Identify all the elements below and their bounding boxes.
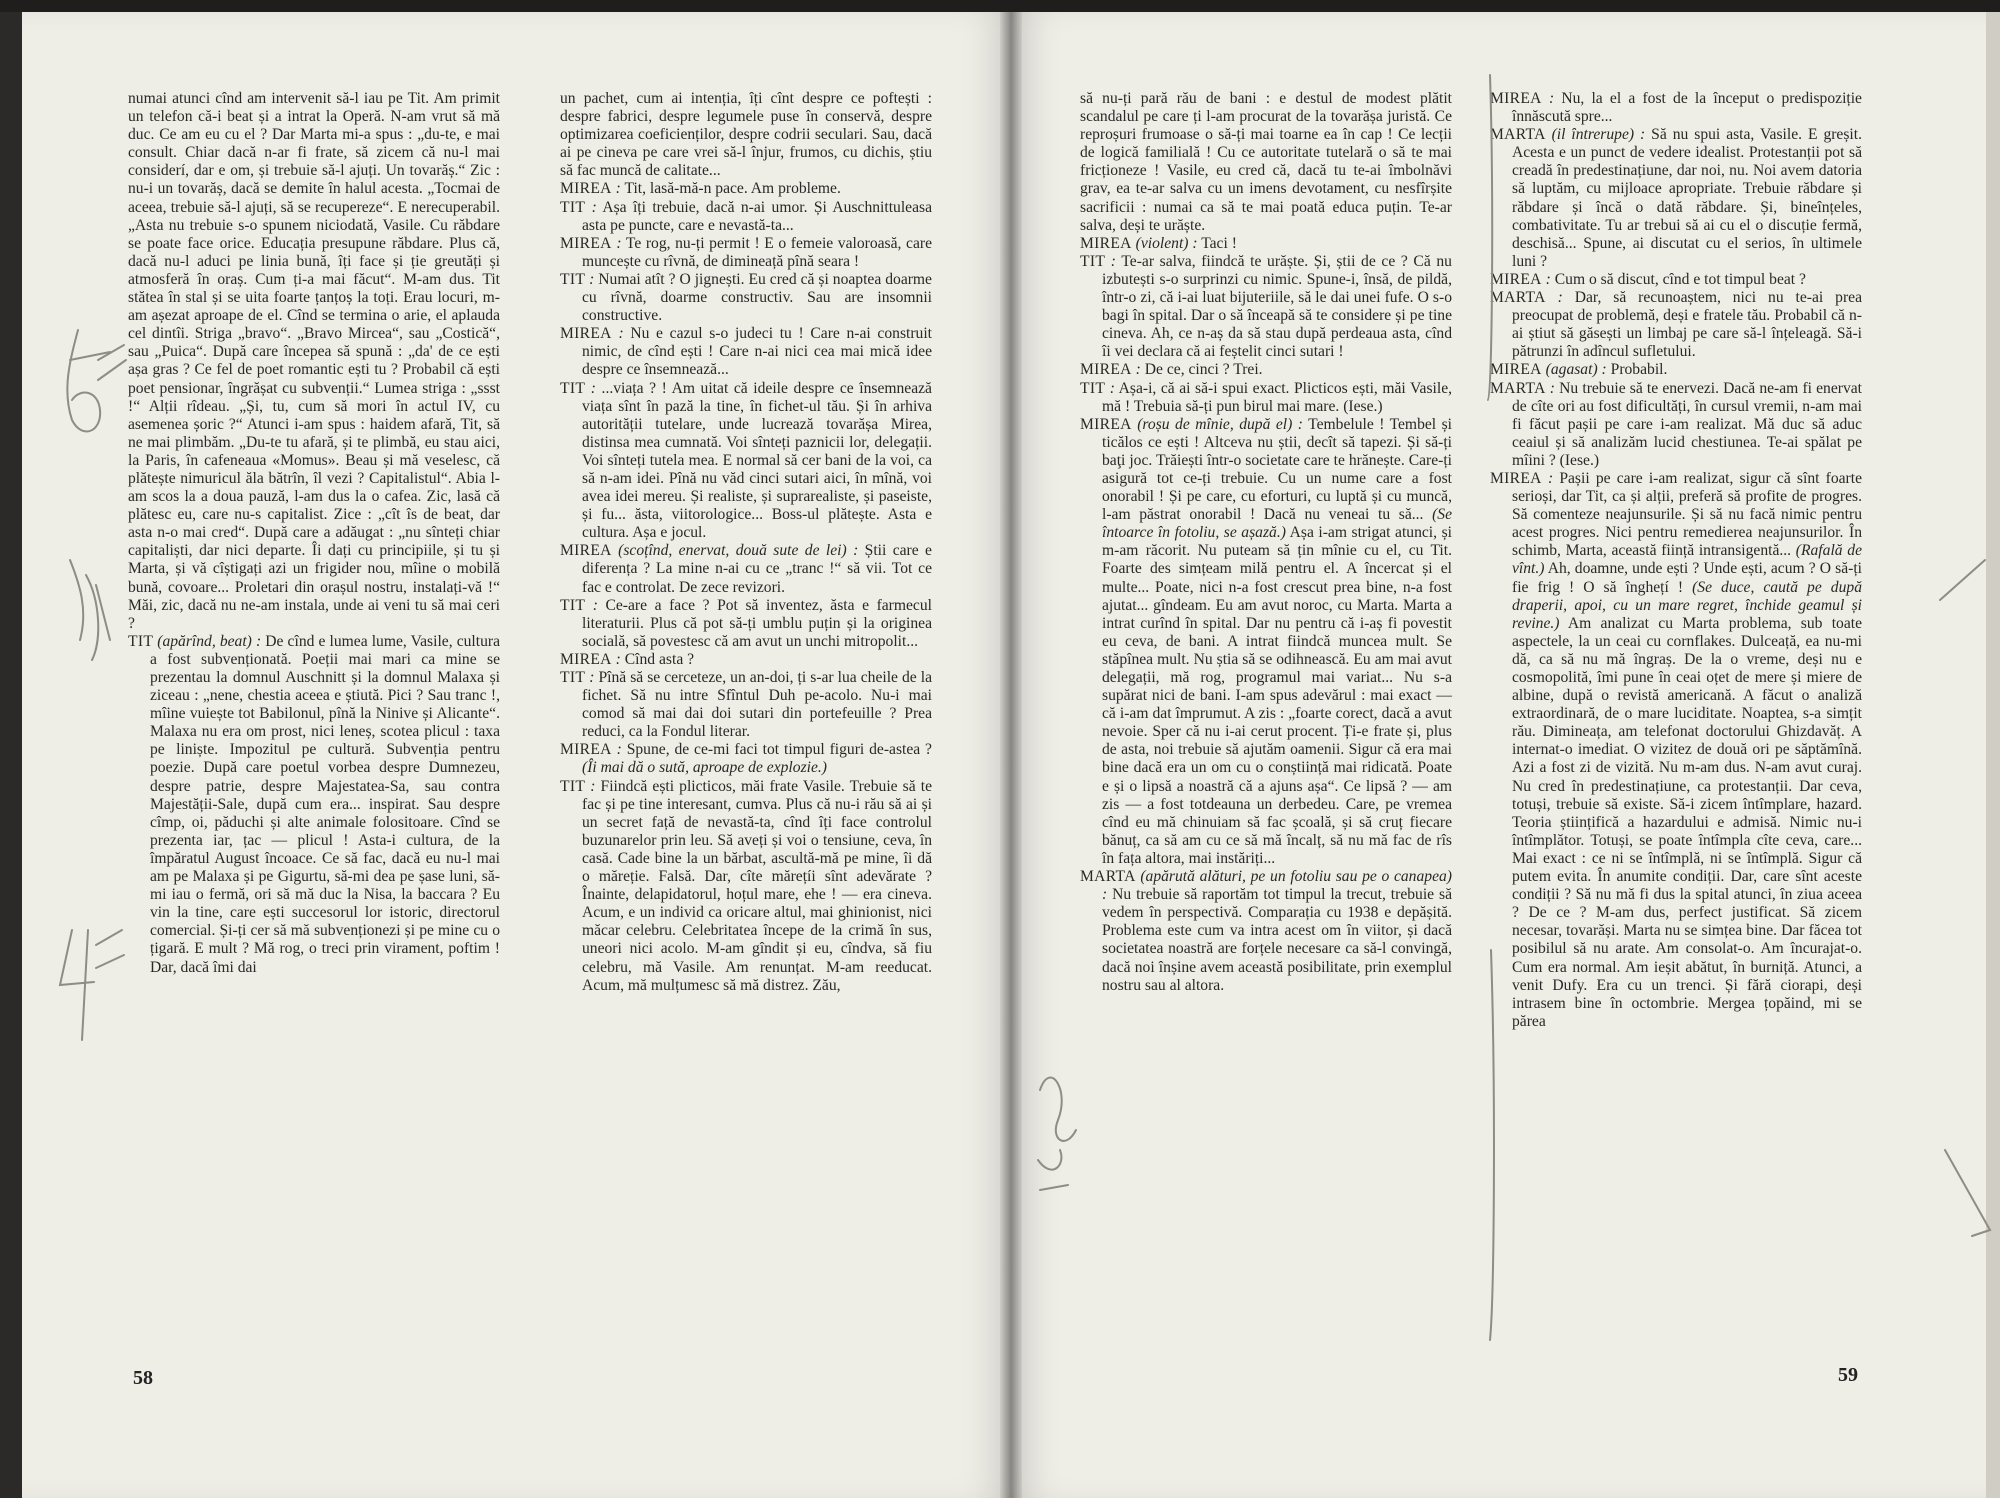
speaker-name: MARTA <box>1490 126 1546 144</box>
speaker-name: MARTA <box>1490 289 1546 307</box>
paragraph: un pachet, cum ai intenția, îți cînt despre ce poftești : despre fabrici, despre legumele puse în conservă, despre optimizarea coeficienților, despre codrii seculari. Sau, dacă ai pe cineva pe care vrei să-l înjur, frumos, cu dichis, știu să fac muncă de calitate... <box>560 90 932 180</box>
speech-text: Pașii pe care i-am realizat, sigur că sînt foarte serioși, dar Tit, ca și alții, preferă să profite de progres. Să comenteze neajunsurile. Și să nu facă nimic pentru acest progres. Nici pentru remedierea neajunsurilor. În schimb, Marta, această ființă intransigentă... <box>1512 469 1862 560</box>
speaker-name: MIREA <box>1490 90 1542 107</box>
speaker-name: MIREA <box>1490 361 1542 379</box>
speech-text: Pînă să se cerceteze, un an-doi, ți s-ar lua cheile de la fichet. Să nu intre Sfîntul Duh pe-acolo. Nu-i mai comod să mai dai doi sutari din portefeuille ? Prea reduci, ca la Fondul literar. <box>582 669 933 741</box>
speech-text: Tit, lasă-mă-n pace. Am probleme. <box>624 180 841 198</box>
stage-direction: : <box>616 741 622 759</box>
stage-direction: (apărută alături, pe un fotoliu sau pe o canapea) : <box>1102 868 1452 904</box>
stage-direction: (scoțînd, enervat, două sute de lei) : <box>618 542 859 560</box>
stage-direction: : <box>590 777 596 795</box>
speaker-name: MIREA <box>560 180 612 198</box>
stage-direction: : <box>590 379 596 397</box>
speech-text: Numai atît ? O jignești. Eu cred că și noaptea doarme cu rîvnă, doarme constructiv. Sau are insomnii constructive. <box>582 270 932 325</box>
speaker-name: MIREA <box>1080 234 1132 252</box>
speech-text: Tembelule ! Tembel și ticălos ce ești ! Altceva nu știi, decît să tapezi. Și să-ți baţi joc. Trăiești într-o societate care te hrănește. Care-ți asigură tot ce-ți trebuie. Cu un nume care a fost onorabil ! Și pe care, cu eforturi, cu luptă și cu muncă, l-am păstrat onorabil ! Dacă nu veneai tu să... <box>1102 415 1452 524</box>
speech-block <box>560 180 932 198</box>
speech-text: De cînd e lumea lume, Vasile, cultura a fost subvenționată. Poeții mai mari ca mine se prezentau la domnul Auschnitt și la domnul Malaxa și ziceau : „nene, chestia aceea e știută. Pici ? Sau tranc !, mîine vuiește tot Babilonul, pînă la Ninive și Alicante“. Malaxa nu era om prost, nici leneș, scotea plicul : taxa pe liniște. Impozitul pe cultură. Subvenția pentru poezie. După care poetul vorbea despre Dumnezeu, despre patrie, despre Majestatea-Sa, sau contra Majestății-Sale, după cum era... inspirat. Sau despre cîmp, oi, păduchi și alte animale folositoare. Cînd se prezenta iar, țac — plicul ! Asta-i cultura, de la împăratul August încoace. Ce să fac, dacă eu nu-l mai am pe Malaxa și pe Gigurtu, să-mi dea pe șase luni, să-mi iau o fermă, ori să mă duc la Nisa, la baccara ? Eu vin la tine, care ești succesorul lor istoric, directorul comercial. Și-ți cer să mă subvenționezi și pe mine cu o țigară. E mult ? Mă rog, o treci prin virament, poftim ! Dar, dacă îmi dai <box>150 632 501 976</box>
speech-text: Spune, de ce-mi faci tot timpul figuri de-astea ? <box>626 741 932 759</box>
speech-block <box>560 741 932 777</box>
stage-direction: : <box>589 669 595 686</box>
left-page-column-1 <box>128 90 500 977</box>
speaker-name: MIREA <box>560 650 612 668</box>
book-gutter <box>1000 12 1022 1498</box>
speaker-name: MIREA <box>1490 469 1542 487</box>
speaker-name: MIREA <box>1490 270 1542 288</box>
speech-text: De ce, cinci ? Trei. <box>1144 361 1263 379</box>
stage-direction: : <box>1109 379 1115 397</box>
speech-text: Fiindcă ești plicticos, măi frate Vasile. Trebuie să te fac și pe tine interesant, cumva. Plus că nu-i rău să ai și un secret față de nevastă-ta, cînd îți face controlul buzunarelor prin leu. Să aveți și voi o tensiune, ceva, în casă. Cade bine la un bărbat, ascultă-mă pe mine, îi dă o măreție. Falsă. Dar, cîte mărețíi sînt adevărate ? Înainte, delapidatorul, hoțul mare, ehe ! — era cineva. Acum, e un individ ca oricare altul, mai ghinionist, nici măcar celebru. Celebritatea începe de la crimă în sus, uneori nici acolo. M-am gîndit și eu, cîndva, să fiu celebru, mă Vasile. Am renunțat. M-am reeducat. Acum, mă mulțumesc să mă distrez. Zău, <box>582 777 932 994</box>
speech-text: Așa i-am strigat atunci, și m-am răcorit. Nu puteam să țin mînie cu el, cu Tit. Foarte des simțeam milă pentru el. A încercat și el multe... Poate, nici n-a fost crescut prea bine, n-a fost ajutat... gîndeam. Eu am avut noroc, cu Marta. Marta a intrat curînd în spital. Dar nu pentru că i-aș fi povestit eu ceva, de bani. A intrat fiindcă muncea mult. Se stăpînea mult. Nu știa să se odihnească. Eu am mai avut delegații, mă rog, programul mai variat... Nu s-a supărat nici de bani. I-am spus adevărul : mai exact — că i-am dat împrumut. A zis : „foarte corect, dacă a avut nevoie. Sper că nu i-ai cerut procent. Ți-e frate și, plus de asta, noi trebuie să ajutăm oamenii. Sigur că era mai bine dacă era un om cu o conștiință mai ridicată. Poate e și o lipsă a noastră că a ajuns așa“. Ce lipsă ? — am zis — a fost totdeauna un derbedeu. Care, pe vremea cînd eu mă chinuiam să fac școală, și să cruț fiecare bănuț, ca să am cu ce să mă încalț, să nu mă fac de rîs în fața altora, mai instăriți... <box>1102 524 1452 867</box>
speech-block <box>560 669 932 741</box>
stage-direction: (agasat) : <box>1545 361 1607 379</box>
speech-block <box>560 651 932 669</box>
scanner-top-edge <box>0 0 2000 12</box>
stage-direction: : <box>1557 289 1563 307</box>
stage-direction: : <box>1547 469 1554 487</box>
page-edge-right <box>1986 12 2000 1498</box>
speech-text: Te-ar salva, fiindcă te urăște. Și, știi de ce ? Că nu izbutești s-o surprinzi cu nimic. Spune-i, însă, de pildă, într-o zi, că i-ai luat bijuteriile, să le dai unei fufe. O s-o bagi în spital. Dar o să înceapă să te considere și pe tine cineva. Ah, ce n-aș da să stau după perdeaua asta, cînd îi vei declara că ai feștelit cinci sutari ! <box>1102 252 1452 361</box>
stage-direction: : <box>1110 252 1116 270</box>
speech-block <box>1080 416 1452 868</box>
speech-text: Nu, la el a fost de la început o predispoziție înnăscută spre... <box>1512 90 1862 126</box>
speech-text: Te rog, nu-ți permit ! E o femeie valoroasă, care muncește cu rîvnă, de dimineață pînă seara ! <box>582 234 933 270</box>
speech-block <box>128 633 500 977</box>
speech-block <box>560 380 932 543</box>
speaker-name: TIT <box>560 669 586 686</box>
speech-text: Ce-are a face ? Pot să inventez, ăsta e farmecul literaturii. Plus că pot să-ți umblu puțin și la originea socială, să povestesc că am avut un unchi mitropolit... <box>582 596 932 650</box>
stage-direction: : <box>589 270 595 288</box>
speaker-name: TIT <box>560 379 586 397</box>
right-page-column-2 <box>1490 90 1862 1031</box>
left-page-column-2 <box>560 90 932 995</box>
speech-block <box>1080 361 1452 379</box>
speech-block <box>1490 271 1862 289</box>
speaker-name: MIREA <box>560 741 612 759</box>
speech-block <box>1080 868 1452 995</box>
speech-text: Taci ! <box>1201 234 1237 252</box>
stage-direction: : <box>1548 90 1555 107</box>
speech-block <box>560 235 932 271</box>
speech-block <box>1080 380 1452 416</box>
speech-text: ...viața ? ! Am uitat că ideile despre ce însemnează viața sînt în pază la tine, în fichet-ul tău. Și în arhiva autorității tutelare, unde lucrează tovarășa Mirea, distinsa mea cumnată. Voi sînteți paznicii lor, delegații. Voi sînteți tutela mea. E normal să cer bani de la voi, ca să n-am idei. Pînă nu văd cinci sutari aici, în mînă, voi avea idei mereu. Și realiste, și suprarealiste, și paseiste, și fu... ăsta, viitorologice... Boss-ul plătește. Asta e cultura. Așa e jocul. <box>582 379 932 542</box>
speaker-name: TIT <box>560 270 586 288</box>
stage-direction: (violent) : <box>1135 234 1198 252</box>
speech-block <box>560 542 932 596</box>
page-number-left: 58 <box>133 1367 153 1389</box>
right-page-column-1 <box>1080 90 1452 995</box>
speech-text: Cum o să discut, cînd e tot timpul beat ? <box>1554 270 1806 288</box>
speech-text: Cînd asta ? <box>624 650 695 668</box>
speech-block <box>1080 253 1452 362</box>
paragraph: să nu-ți pară rău de bani : e destul de modest plătit scandalul pe care ți l-am procurat de la tovarășa juristă. Ce reproșuri frumoase o să-ți mai toarne ea în cap ! Ce lecții de logică familială ! Cu ce autoritate tutelară o să te mai fricționeze ! Vasile, eu cred că, dacă tu te-ai îmbolnăvi grav, ea te-ar salva cu un imens devotament, cu nesfîrșite sacrificii : numai ca să te mai poată educa puțin. Te-ar salva, deși te urăște. <box>1080 90 1452 234</box>
stage-direction: : <box>615 180 621 198</box>
speaker-name: TIT <box>128 632 154 650</box>
speech-text: Ah, doamne, unde ești ? Unde ești, acum ? O să-ți fie frig ! O să înghețí ! <box>1512 560 1862 596</box>
stage-direction: (Se duce, caută pe după draperii, apoi, cu un mare regret, închide geamul și revine.) <box>1512 578 1862 632</box>
stage-direction: (Rafală de vînt.) <box>1512 542 1862 578</box>
stage-direction: : <box>591 198 597 216</box>
stage-direction: : <box>1549 379 1555 397</box>
speech-text: Așa îți trebuie, dacă n-ai umor. Și Auschnittuleasa asta pe puncte, care e nevastă-ta... <box>582 198 933 234</box>
speech-block <box>1490 380 1862 470</box>
speaker-name: TIT <box>1080 252 1106 270</box>
speech-text: Probabil. <box>1610 361 1668 379</box>
speaker-name: TIT <box>560 198 586 216</box>
stage-direction: (Se întoarce în fotoliu, se așază.) <box>1102 506 1452 542</box>
stage-direction: (roșu de mînie, după el) : <box>1137 415 1303 433</box>
speech-text: Nu trebuie să te enervezi. Dacă ne-am fi enervat de cîte ori au fost dificultăți, în cursul vremii, n-am mai fi făcut pașii pe care i-am realizat. Mă duc să aduc ceaiul și să analizăm lucid chestiunea. Te-ai spălat pe mîini ? (Iese.) <box>1512 379 1862 469</box>
speech-block <box>560 778 932 995</box>
speech-block <box>1490 126 1862 271</box>
stage-direction: (apărînd, beat) : <box>157 632 262 650</box>
speech-block <box>1490 361 1862 379</box>
speech-block <box>560 597 932 651</box>
page-number-right: 59 <box>1838 1364 1858 1386</box>
speaker-name: MIREA <box>1080 415 1132 433</box>
speaker-name: MIREA <box>560 542 612 560</box>
stage-direction: (il întrerupe) : <box>1551 126 1646 144</box>
speaker-name: MIREA <box>560 234 612 252</box>
speaker-name: TIT <box>560 596 586 614</box>
speech-block <box>1490 289 1862 361</box>
speaker-name: MIREA <box>1080 361 1132 379</box>
speech-block <box>560 271 932 325</box>
speech-text: Știi care e diferența ? La mine n-ai cu ce „tranc !“ să vii. Tot ce fac e controlat. De zece revizori. <box>582 542 932 596</box>
stage-direction: : <box>615 650 621 668</box>
speech-text: Dar, să recunoaștem, nici nu te-ai prea preocupat de problemă, deși e fratele tău. Probabil că n-ai știut să găsești un limbaj pe care să-l înțeleagă. Să-i pătrunzi în adîncul sufletului. <box>1512 289 1862 361</box>
speaker-name: MARTA <box>1080 868 1136 886</box>
stage-direction: : <box>616 234 622 252</box>
speaker-name: MARTA <box>1490 379 1546 397</box>
speech-block <box>560 325 932 379</box>
speech-block <box>1490 470 1862 1031</box>
speech-block <box>1080 235 1452 253</box>
speech-text: Așa-i, că ai să-i spui exact. Plicticos ești, măi Vasile, mă ! Trebuia să-ți pun birul mai mare. (Iese.) <box>1102 379 1453 415</box>
speech-text: Nu e cazul s-o judeci tu ! Care n-ai construit nimic, de cînd ești ! Care n-ai nici cea mai mică idee despre ce însemnează... <box>582 325 932 379</box>
paragraph: numai atunci cînd am intervenit să-l iau pe Tit. Am primit un telefon că-i beat și a intrat la Operă. N-am vrut să mă duc. Ce am eu cu el ? Dar Marta mi-a spus : „du-te, e mai consult. Chiar dacă n-ar fi frate, să zicem că nu-l mai considerí, dar e om, și trebuie să-l ajuți. Un tovarăș.“ Zic : nu-i un tovarăș, dacă se demite în halul acesta. „Tocmai de aceea, trebuie să-l ajuți, să se recupereze“. E nerecuperabil. „Asta nu trebuie s-o spunem niciodată, Vasile. Cu răbdare se poate face orice. Educația presupune răbdare. Plus că, dacă nu-l aduci pe linia bună, îți face și ție greutăți și atmosferă în oraș. Cum ți-a mai făcut“. M-am dus. Tit stătea în stal și se uita foarte țanțoș la toți. Erau locuri, m-am așezat aproape de el. Cînd se termina o arie, el aplauda cel dintîi. Striga „bravo“. „Bravo Mircea“, sau „Costică“, sau „Puica“. După care începea să spună : „da' de ce ești așa gras ? Ce fel de poet romantic ești tu ? Probabil că ești poet pensionar, îngrășat cu subvenții.“ Lumea striga : „ssst !“ Alții rîdeau. „Și, tu, cum să mori în actul IV, cu asemenea șoric ?“ Atunci i-am spus : haidem afară, Tit, să ne mai plimbăm. „Du-te tu afară, și te plimbă, eu stau aici, la Paris, în cafeneaua «Momus». Beau și mă veselesc, că plătește nimuricul ăla bătrîn, îl vezi ? Capitalistul“. Abia l-am scos la a doua pauză, l-am dus la o cafea. Zic, lasă că plătesc eu, care nu-s capitalist. Zice : „cît îs de beat, dar asta n-o mai cred“. După care a adăugat : „nu sînteți chiar capitaliști, dar nici departe. Îi dați cu principiile, și tu și Marta, și vă cîștigați azi un frigider nou, mîine o mobilă bună, covoare... Proletari din orașul nostru, instalați-vă !“ Măi, zic, dacă nu ne-am instala, unde ai veni tu să mai ceri ? <box>128 90 500 632</box>
speech-block <box>560 199 932 235</box>
speaker-name: TIT <box>1080 379 1106 397</box>
speech-text: Am analizat cu Marta problema, sub toate aspectele, la un ceai cu cornflakes. Dulceață, ea nu-mi dă, ca să nu mă îngraș. De la o vreme, deși nu e cosmopolită, îmi pune în ceai oțet de mere și miere de albine, după o revistă americană. A făcut o analiză extraordinară, de o mare luciditate. Noaptea, s-a simțit rău. Dimineața, am telefonat doctorului Ghizdavăț. A internat-o imediat. O vizitez de două ori pe săptămînă. Azi a fost zi de vizită. Nu m-am dus. N-am avut curaj. Nu cred în predestinațiune, ca protestanții. Dar ceva, totuși, trebuie să existe. Să-i zicem întîmplare, hazard. Teoria științifică a hazardului e admisă. Nimic nu-i întîmplător. Totuși, se poate întîmpla cîte ceva, care... Mai exact : ce ni se întîmplă, ni se întîmplă. Sigur că putem evita. În anumite condiții. Dar, care sînt aceste condiții ? Să nu mă fi dus la spital atunci, în ziua aceea ? De ce ? M-am dus, perfect justificat. Să zicem necesar, tovarăși. Marta nu se simțea bine. Dar făcea tot posibilul să nu arate. Am consolat-o. Am încurajat-o. Cum era normal. Am ieșit abătut, în burniță. Atunci, a venit Dufy. Era cu un trenci. Și fără ciorapi, deși intrasem bine în octombrie. Mergea țopăind, mi se părea <box>1512 614 1862 1030</box>
speech-block <box>1490 90 1862 126</box>
speech-text: Nu trebuie să raportăm tot timpul la trecut, trebuie să vedem în perspectivă. Comparația cu 1938 e depășită. Problema este cum va intra acest om în viitor, și dacă societatea noastră are forțele necesare ca să-l convingă, dacă noi înșine avem această posibilitate, prin exemplul nostru sau al altora. <box>1102 886 1452 994</box>
stage-direction: (Îi mai dă o sută, aproape de explozie.) <box>582 759 827 777</box>
speech-text: Să nu spui asta, Vasile. E greșit. Acesta e un punct de vedere idealist. Protestanții pot să creadă în predestinațiune, dar noi, nu. Noi avem datoria să luptăm, cu mijloace apropriate. Trebuie răbdare și răbdare și încă o dată răbdare. Și, bineînțeles, combativitate. Tu ar trebui să ai cu el o discuție fermă, deschisă... Spune, ai discutat cu el serios, în ultimele luni ? <box>1512 126 1862 270</box>
stage-direction: : <box>1135 361 1141 379</box>
speaker-name: TIT <box>560 777 586 795</box>
stage-direction: : <box>1545 270 1551 288</box>
stage-direction: : <box>618 325 624 343</box>
stage-direction: : <box>592 596 598 614</box>
speaker-name: MIREA <box>560 325 612 343</box>
